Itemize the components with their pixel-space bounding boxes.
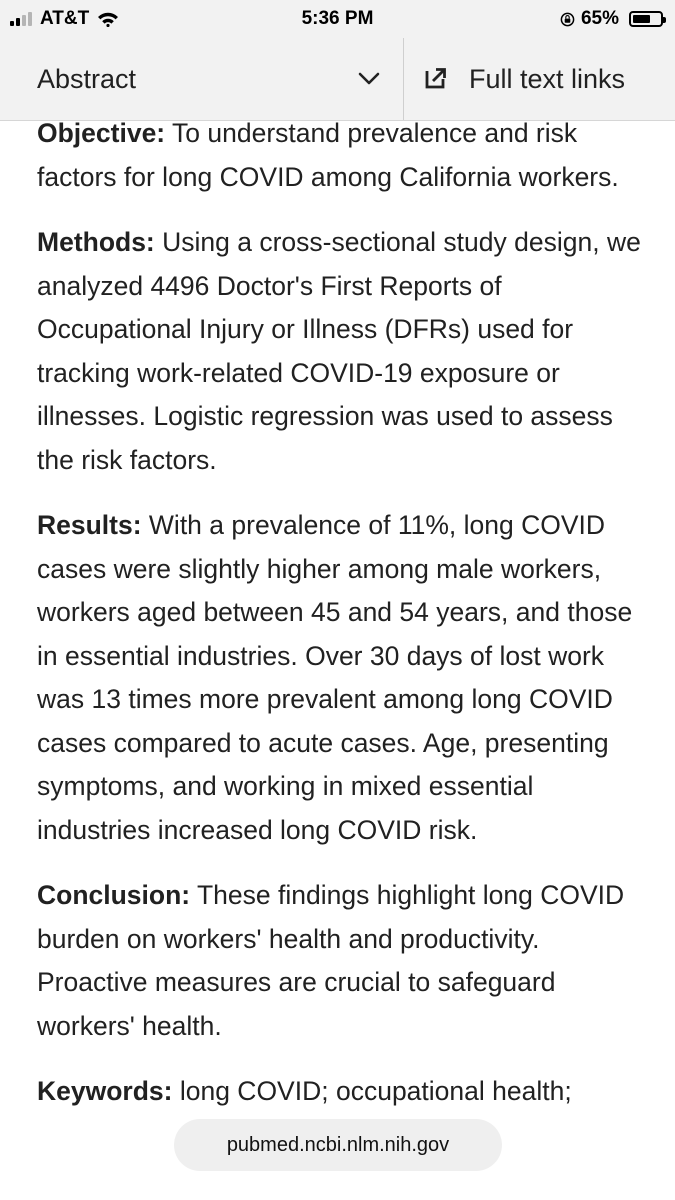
objective-section	[37, 112, 647, 199]
conclusion-section	[37, 874, 647, 1048]
address-bar[interactable]: pubmed.ncbi.nlm.nih.gov	[174, 1119, 502, 1171]
clock: 5:36 PM	[301, 8, 374, 29]
abstract-label: Abstract	[37, 64, 137, 94]
battery-fill	[633, 15, 650, 23]
section-text: Using a cross-sectional study design, we analyzed 4496 Doctor's First Reports of Occupational Injury or Illness (DFRs) used for tracking work-related COVID-19 exposure or illnesses. Logistic regression was used to assess the risk factors.	[37, 227, 641, 475]
section-text: With a prevalence of 11%, long COVID cases were slightly higher among male workers, workers aged between 45 and 54 years, and those in essential industries. Over 30 days of lost work was 13 times more prevalent among long COVID cases compared to acute cases. Age, presenting symptoms, and working in mixed essential industries increased long COVID risk.	[37, 510, 633, 845]
status-bar	[0, 0, 675, 38]
carrier-label: AT&T	[40, 8, 90, 29]
methods-section	[37, 221, 647, 482]
section-heading: Methods:	[37, 227, 155, 257]
section-heading: Keywords:	[37, 1076, 173, 1106]
battery-icon	[629, 11, 663, 27]
external-link-icon	[424, 66, 448, 90]
rotation-lock-icon	[560, 12, 575, 27]
section-text: long COVID; occupational health;	[172, 1076, 572, 1106]
section-text: To understand prevalence and risk factors for long COVID among California workers.	[37, 118, 619, 192]
full-text-links-label: Full text links	[469, 64, 626, 94]
chevron-down-icon	[357, 68, 381, 88]
section-heading: Conclusion:	[37, 880, 191, 910]
abstract-dropdown[interactable]	[0, 38, 403, 120]
section-text: These findings highlight long COVID burden on workers' health and productivity. Proactive measures are crucial to safeguard workers' health.	[37, 880, 625, 1041]
full-text-links-button[interactable]	[404, 38, 675, 120]
results-section	[37, 504, 647, 852]
section-heading: Objective:	[37, 118, 166, 148]
keywords-section	[37, 1070, 647, 1114]
section-heading: Results:	[37, 510, 142, 540]
battery-percent: 65%	[580, 8, 619, 29]
abstract-content	[37, 112, 647, 1136]
section-nav-bar	[0, 38, 675, 121]
status-right	[560, 8, 663, 30]
